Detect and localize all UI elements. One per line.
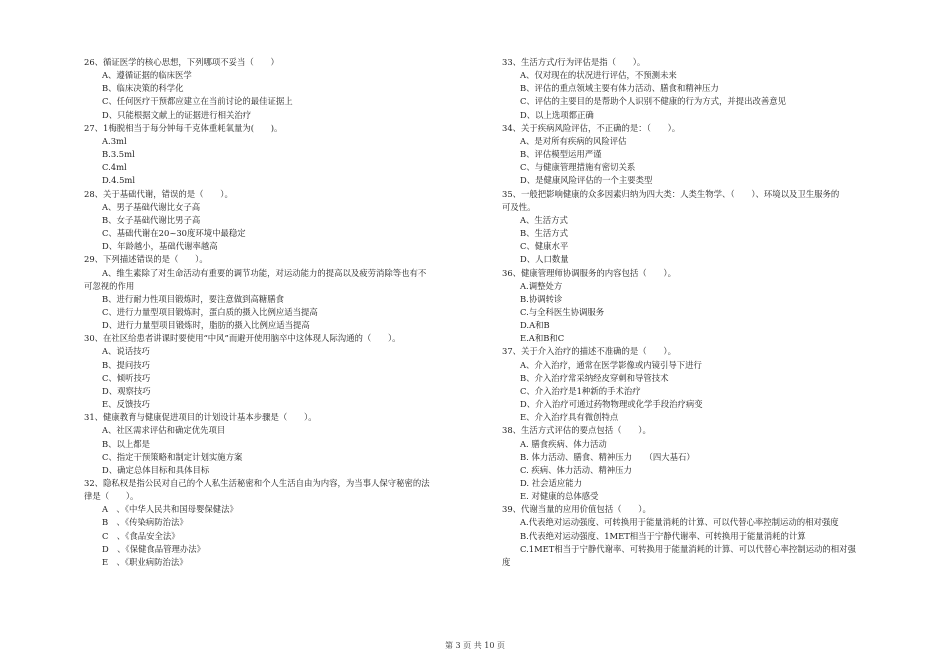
question-text: 32、隐私权是指公民对自己的个人私生活秘密和个人生活自由为内容，为当事人保守秘密的法 [84,478,430,488]
question-text: 36、健康管理师协调服务的内容包括（ ）。 [502,267,676,278]
answer-option: B、以上都是 [102,438,151,449]
answer-option: C、健康水平 [520,241,569,252]
answer-option: B、生活方式 [520,228,569,239]
answer-option: E、介入治疗具有微创特点 [520,412,619,423]
answer-option: D、年龄越小，基础代谢率越高 [102,241,218,252]
question-text-continued: 律是（ ）。 [84,491,139,502]
question-text: 27、1梅脱相当于每分钟每千克体重耗氧量为( )。 [84,122,283,133]
answer-option: B、评估的重点领域主要有体力活动、膳食和精神压力 [520,83,719,94]
question-text: 34、关于疾病风险评估，不正确的是：（ ）。 [502,122,681,133]
answer-option: D、是健康风险评估的一个主要类型 [520,175,653,186]
question-text: 35、一般把影响健康的众多因素归纳为四大类：人类生物学、（ ）、环境以及卫生服务的 [502,188,840,199]
answer-option: D、以上选项都正确 [520,109,594,120]
answer-option: E 、《职业病防治法》 [102,556,188,567]
answer-option: D、进行力量型项目锻炼时，脂肪的摄入比例应适当提高 [102,320,310,331]
answer-option: C、倾听技巧 [102,372,151,383]
answer-option: B、临床决策的科学化 [102,83,184,94]
answer-option: C、指定干预策略和制定计划实施方案 [102,451,243,462]
answer-option: C.与全科医生协调服务 [520,306,605,317]
answer-option: D、介入治疗可通过药物物理或化学手段治疗病变 [520,399,703,410]
answer-option: B、进行耐力性项目锻炼时，要注意做到高糖膳食 [102,293,285,304]
answer-option: A.3ml [102,135,127,146]
question-text: 30、在社区给患者讲课时要使用“中风”而避开使用脑卒中这体现人际沟通的（ ）。 [84,333,401,344]
answer-option: A.代表绝对运动强度、可转换用于能量消耗的计算、可以代替心率控制运动的相对强度 [520,517,839,528]
answer-option: C 、《食品安全法》 [102,530,180,541]
answer-option: D、人口数量 [520,254,569,265]
answer-option: C.1MET相当于宁静代谢率、可转换用于能量消耗的计算、可以代替心率控制运动的相对强 [520,543,856,554]
answer-option: A 、《中华人民共和国母婴保健法》 [102,504,238,515]
answer-option: A、是对所有疾病的风险评估 [520,135,627,146]
answer-option: D 、《保健食品管理办法》 [102,543,206,554]
right-column [502,56,914,569]
answer-option: D. 社会适应能力 [520,478,582,488]
answer-option: D.A和B [520,320,550,331]
answer-option: B.代表绝对运动强度、1MET相当于宁静代谢率、可转换用于能量消耗的计算 [520,530,806,541]
answer-option: B 、《传染病防治法》 [102,517,188,528]
question-text-continued: 可及性。 [502,201,536,212]
question-text: 38、生活方式评估的要点包括（ ）。 [502,425,651,436]
answer-option: A、社区需求评估和确定优先项目 [102,425,226,436]
answer-option: A. 膳食疾病、体力活动 [520,438,607,449]
page-footer: 第 3 页 共 10 页 [445,641,505,650]
question-text: 33、生活方式/行为评估是指（ ）。 [502,57,646,67]
answer-option: C、评估的主要目的是帮助个人识别不健康的行为方式，并提出改善意见 [520,96,787,107]
answer-option: B、介入治疗常采纳经皮穿刺和导管技术 [520,372,669,383]
answer-option: A、生活方式 [520,214,568,225]
answer-option: C. 疾病、体力活动、精神压力 [520,464,632,475]
answer-option: C.4ml [102,162,127,173]
answer-option: A、介入治疗，通常在医学影像或内镜引导下进行 [520,359,702,370]
left-column [84,56,494,569]
answer-option: D、只能根据文献上的证据进行相关治疗 [102,109,252,120]
answer-option: E. 对健康的总体感受 [520,491,599,502]
answer-option: C、基础代谢在20~30度环境中最稳定 [102,228,246,239]
question-text: 29、下列描述错误的是（ ）。 [84,254,208,265]
answer-option: B.协调转诊 [520,293,563,304]
answer-option: B、评估模型运用严谨 [520,149,602,160]
answer-option: A、遵循证据的临床医学 [102,70,192,81]
answer-option: E、反馈技巧 [102,399,150,410]
question-text: 37、关于介入治疗的描述不准确的是（ ）。 [502,346,676,357]
answer-option: B.3.5ml [102,149,135,160]
answer-option: C、进行力量型项目锻炼时，蛋白质的摄入比例应适当提高 [102,306,318,317]
answer-option: A、维生素除了对生命活动有重要的调节功能，对运动能力的提高以及疲劳消除等也有不 [102,267,427,278]
answer-option: D、确定总体目标和具体目标 [102,464,210,475]
answer-option: A、说话技巧 [102,346,150,357]
question-text-continued: 可忽视的作用 [84,280,135,291]
question-text: 31、健康教育与健康促进项目的计划设计基本步骤是（ ）。 [84,412,317,423]
answer-option: C、与健康管理措施有密切关系 [520,162,636,173]
answer-option: B. 体力活动、膳食、精神压力 （四大基石） [520,451,695,462]
question-text: 26、循证医学的核心思想，下列哪项不妥当（ ） [84,57,279,67]
answer-option: A.调整处方 [520,280,563,291]
answer-option: B、女子基础代谢比男子高 [102,214,201,225]
answer-option: A、男子基础代谢比女子高 [102,201,201,212]
answer-option: D、观察技巧 [102,385,151,396]
answer-option: B、提问技巧 [102,359,151,370]
question-text-continued: 度 [502,556,511,567]
answer-option: A、仅对现在的状况进行评估，不预测未来 [520,70,677,81]
answer-option: C、介入治疗是1种新的手术治疗 [520,385,641,396]
answer-option: D.4.5ml [102,175,136,186]
answer-option: E.A和B和C [520,333,565,344]
answer-option: C、任何医疗干预都应建立在当前讨论的最佳证据上 [102,96,293,107]
question-text: 28、关于基础代谢，错误的是（ ）。 [84,188,233,199]
question-text: 39、代谢当量的应用价值包括（ ）。 [502,504,651,515]
